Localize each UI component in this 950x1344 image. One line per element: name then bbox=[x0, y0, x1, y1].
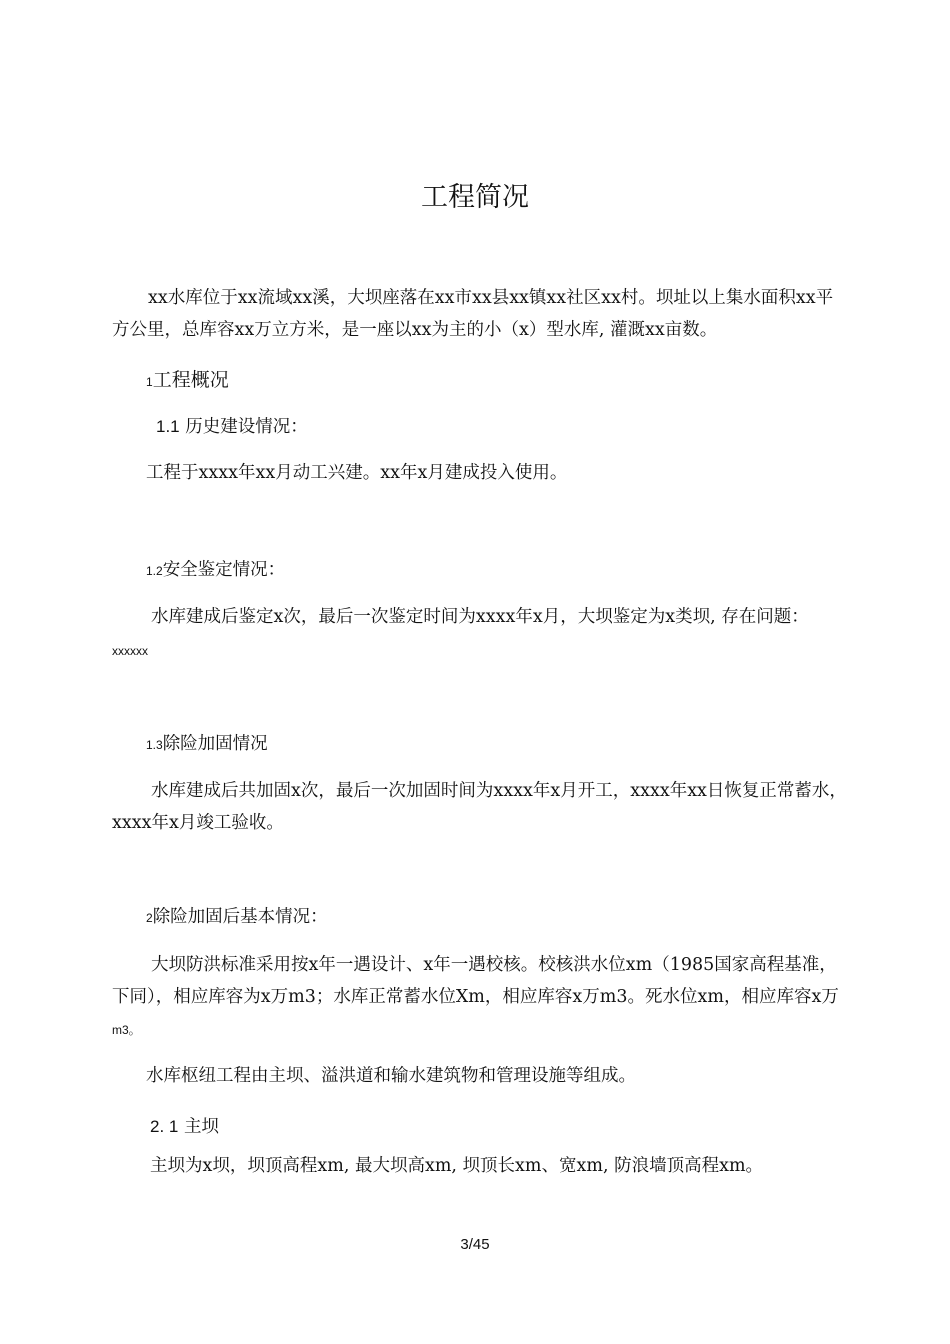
section-1-3-title: 除险加固情况 bbox=[162, 734, 268, 754]
section-2-line-2: 下同），相应库容为x万m3；水库正常蓄水位Xm，相应库容x万m3。死水位xm，相应库容x万 bbox=[112, 987, 839, 1007]
section-1-3-heading bbox=[146, 732, 268, 757]
section-2-1-number: 2. 1 bbox=[150, 1117, 179, 1136]
section-2-line-1: 大坝防洪标准采用按x年一遇设计、x年一遇校核。校核洪水位xm（1985国家高程基准， bbox=[151, 955, 837, 975]
section-1-title: 工程概况 bbox=[152, 369, 229, 391]
section-1-3-number: 1.3 bbox=[146, 738, 163, 752]
section-1-2-line-2: xxxxxx bbox=[112, 644, 148, 658]
section-2-1-title: 主坝 bbox=[183, 1117, 219, 1137]
intro-line-2: 方公里，总库容xx万立方米，是一座以xx为主的小（x）型水库, 灌溉xx亩数。 bbox=[112, 320, 718, 340]
section-1-2-heading bbox=[146, 558, 285, 583]
section-2-heading bbox=[146, 905, 328, 930]
page-number: 3/45 bbox=[460, 1236, 490, 1253]
section-1-3-line-2: xxxx年x月竣工验收。 bbox=[112, 813, 284, 833]
section-2-1-text: 主坝为x坝，坝顶高程xm, 最大坝高xm, 坝顶长xm、宽xm, 防浪墙顶高程xm。 bbox=[150, 1156, 764, 1176]
section-1-1-title: 历史建设情况： bbox=[185, 417, 308, 437]
section-1-2-number: 1.2 bbox=[146, 564, 163, 578]
section-1-2-line-1: 水库建成后鉴定x次，最后一次鉴定时间为xxxx年x月，大坝鉴定为x类坝, 存在问题： bbox=[151, 607, 809, 627]
section-2-line-3: m3。 bbox=[112, 1023, 141, 1037]
section-1-1-text: 工程于xxxx年xx月动工兴建。xx年x月建成投入使用。 bbox=[146, 463, 568, 483]
section-2-number: 2 bbox=[146, 911, 153, 925]
section-2-paragraph-2: 水库枢纽工程由主坝、溢洪道和输水建筑物和管理设施等组成。 bbox=[146, 1066, 636, 1086]
section-2-title: 除险加固后基本情况： bbox=[152, 907, 328, 927]
page-title: 工程简况 bbox=[421, 182, 529, 213]
section-1-heading bbox=[146, 368, 229, 394]
section-1-3-line-1: 水库建成后共加固x次，最后一次加固时间为xxxx年x月开工，xxxx年xx日恢复正常蓄水， bbox=[151, 781, 847, 801]
section-1-1-number: 1.1 bbox=[156, 417, 180, 436]
section-1-2-title: 安全鉴定情况： bbox=[162, 560, 286, 580]
section-2-1-heading bbox=[150, 1115, 219, 1139]
intro-line-1: xx水库位于xx流域xx溪，大坝座落在xx市xx县xx镇xx社区xx村。坝址以上集水面积xx平 bbox=[148, 288, 834, 308]
section-1-number: 1 bbox=[146, 375, 153, 389]
section-1-1-heading bbox=[156, 415, 308, 439]
